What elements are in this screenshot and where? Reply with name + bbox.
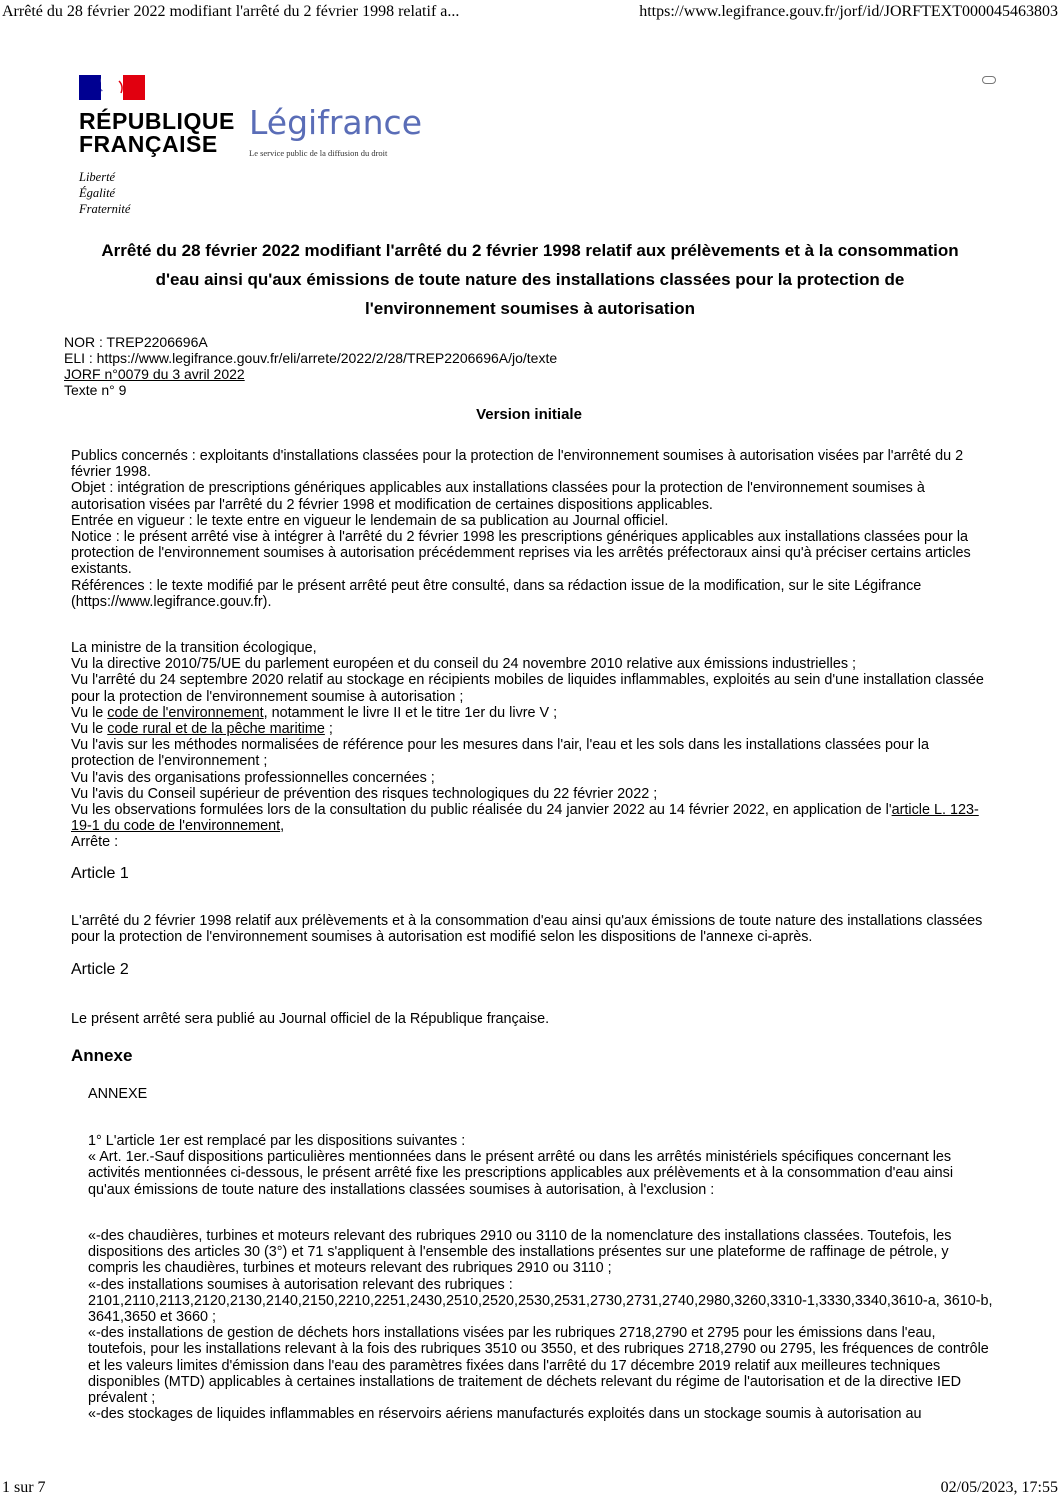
document-metadata: [64, 334, 557, 398]
notice-objet: Objet : intégration de prescriptions génériques applicables aux installations classées pour la protection de l'environnement soumises à autorisation visées par l'arrêté du 2 février 1998 et modification de certaines dispositions applicables.: [71, 480, 925, 513]
visas-section: [71, 640, 991, 851]
visa-code-rural: Vu le code rural et de la pêche maritime ;: [71, 721, 333, 738]
notice-section: [71, 448, 991, 610]
visa-code-env: Vu le code de l'environnement, notamment le livre II et le titre 1er du livre V ;: [71, 704, 558, 721]
notice-references: Références : le texte modifié par le présent arrêté peut être consulté, dans sa rédaction issue de la modification, sur le site Légifrance (https://www.legifrance.gouv.fr).: [71, 577, 922, 610]
devise: [79, 169, 235, 217]
notice-text: Notice : le présent arrêté vise à intégrer à l'arrêté du 2 février 1998 les prescriptions génériques applicables aux installations classées pour la protection de l'environnement soumises à autorisation précédemment reprises via les arrêtés préfectoraux ainsi qu'à préciser certains articles existants.: [71, 529, 971, 578]
republique-francaise-logo[interactable]: [79, 75, 235, 217]
visa-ministre: La ministre de la transition écologique,: [71, 640, 317, 656]
print-datetime: 02/05/2023, 17:55: [940, 1479, 1058, 1496]
jorf-link[interactable]: JORF n°0079 du 3 avril 2022: [64, 366, 245, 382]
legifrance-logo[interactable]: [249, 104, 422, 158]
eli-reference: ELI : https://www.legifrance.gouv.fr/eli/arrete/2022/2/28/TREP2206696A/jo/texte: [64, 350, 558, 366]
article-1-heading: Article 1: [71, 865, 129, 882]
texte-number: Texte n° 9: [64, 382, 127, 398]
nor-reference: NOR : TREP2206696A: [64, 334, 208, 350]
visa-directive: Vu la directive 2010/75/UE du parlement européen et du conseil du 24 novembre 2010 relative aux émissions industrielles ;: [71, 656, 857, 673]
marianne-profile-icon: [79, 75, 145, 100]
exclusion-rubriques: «-des installations soumises à autorisation relevant des rubriques : 2101,2110,2113,2120,2130,2140,2150,2210,2251,2430,2510,2520,2530,2531,2730,2731,2740,2980,3260,3310-1,3330,3340,3610-a, 3610-b, 3641,3650 et 3660 ;: [88, 1276, 993, 1326]
annexe-heading: Annexe: [71, 1046, 133, 1065]
document-title: Arrêté du 28 février 2022 modifiant l'arrêté du 2 février 1998 relatif aux prélèvements et à la consommation d'eau ainsi qu'aux émissions de toute nature des installations classées pour la protection de l'environnement soumises à autorisation: [101, 241, 959, 318]
code-rural-link[interactable]: code rural et de la pêche maritime: [107, 721, 325, 738]
code-environnement-link[interactable]: code de l'environnement: [107, 704, 264, 721]
site-tagline: Le service public de la diffusion du droit: [249, 148, 388, 158]
devise-fraternite: Fraternité: [79, 202, 131, 216]
visa-conseil: Vu l'avis du Conseil supérieur de prévention des risques technologiques du 22 février 2022 ;: [71, 785, 658, 802]
visa-arrete-2020: Vu l'arrêté du 24 septembre 2020 relatif au stockage en récipients mobiles de liquides inflammables, exploités au sein d'une installation classée pour la protection de l'environnement soumise à autorisation ;: [71, 672, 984, 705]
annexe-exclusions: [88, 1228, 996, 1422]
menu-toggle-button[interactable]: [982, 76, 996, 84]
annexe-article-1-intro: 1° L'article 1er est remplacé par les dispositions suivantes :: [88, 1133, 466, 1149]
visa-organisations: Vu l'avis des organisations professionnelles concernées ;: [71, 769, 435, 786]
article-2-heading: Article 2: [71, 961, 129, 978]
visa-consultation: Vu les observations formulées lors de la consultation du public réalisée du 24 janvier 2022 au 14 février 2022, en application de l'article L. 123-19-1 du code de l'environnement,: [71, 802, 979, 835]
site-name: Légifrance: [249, 103, 422, 142]
exclusion-dechets: «-des installations de gestion de déchets hors installations visées par les rubriques 2718,2790 et 2795 pour les émissions dans l'eau, toutefois, pour les installations relevant à la fois des rubriques 3510 ou 3550, et des rubriques 2718,2790 ou 2795, les fréquences de contrôle et les valeurs limites d'émission dans l'eau des paramètres fixées dans l'arrêté du 17 décembre 2019 relatif aux meilleures techniques disponibles (MTD) applicables à certaines installations de traitement de déchets relevant du régime de l'autorisation et de la directive IED prévalent ;: [88, 1325, 989, 1407]
article-2-text: Le présent arrêté sera publié au Journal officiel de la République française.: [71, 1011, 550, 1027]
annexe-label: ANNEXE: [88, 1086, 148, 1102]
exclusion-chaudieres: «-des chaudières, turbines et moteurs relevant des rubriques 2910 ou 3110 de la nomenclature des installations classées. Toutefois, les dispositions des articles 30 (3°) et 71 s'appliquent à l'ensemble des installations présentes sur une plateforme de raffinage de pétrole, y compris les chaudières, turbines et moteurs relevant des rubriques 2910 ou 3110 ;: [88, 1228, 952, 1277]
page-number: 1 sur 7: [2, 1479, 46, 1496]
devise-egalite: Égalité: [79, 186, 116, 200]
visa-arrete: Arrête :: [71, 834, 119, 851]
article-1-text: L'arrêté du 2 février 1998 relatif aux prélèvements et à la consommation d'eau ainsi qu'aux émissions de toute nature des installations classées pour la protection de l'environnement soumises à autorisation est modifié selon les dispositions de l'annexe ci-après.: [71, 913, 983, 946]
annexe-article-1-text: « Art. 1er.-Sauf dispositions particulières mentionnées dans le présent arrêté ou dans les arrêtés ministériels spécifiques concernant les activités mentionnées ci-dessous, le présent arrêté fixe les prescriptions applicables aux prélèvements et à la consommation d'eau ainsi qu'aux émissions de toute nature des installations classées soumises à autorisation, à l'exclusion :: [88, 1149, 954, 1198]
print-header-url: https://www.legifrance.gouv.fr/jorf/id/JORFTEXT000045463803: [639, 3, 1058, 20]
version-label: Version initiale: [476, 406, 582, 423]
annexe-intro: [88, 1133, 996, 1198]
republique-francaise-wordmark: RÉPUBLIQUE FRANÇAISE: [79, 108, 235, 157]
notice-entree: Entrée en vigueur : le texte entre en vigueur le lendemain de sa publication au Journal officiel.: [71, 512, 669, 529]
visa-methodes: Vu l'avis sur les méthodes normalisées de référence pour les mesures dans l'air, l'eau et les sols dans les installations classées pour la protection de l'environnement ;: [71, 737, 929, 770]
exclusion-liquides: «-des stockages de liquides inflammables en réservoirs aériens manufacturés exploités dans un stockage soumis à autorisation au: [88, 1406, 922, 1423]
article-l123-link[interactable]: article L. 123-19-1 du code de l'environnement: [71, 802, 979, 835]
print-header-title: Arrêté du 28 février 2022 modifiant l'arrêté du 2 février 1998 relatif a...: [2, 3, 460, 20]
notice-publics: Publics concernés : exploitants d'installations classées pour la protection de l'environnement soumises à autorisation visées par l'arrêté du 2 février 1998.: [71, 448, 964, 481]
devise-liberte: Liberté: [79, 170, 116, 184]
